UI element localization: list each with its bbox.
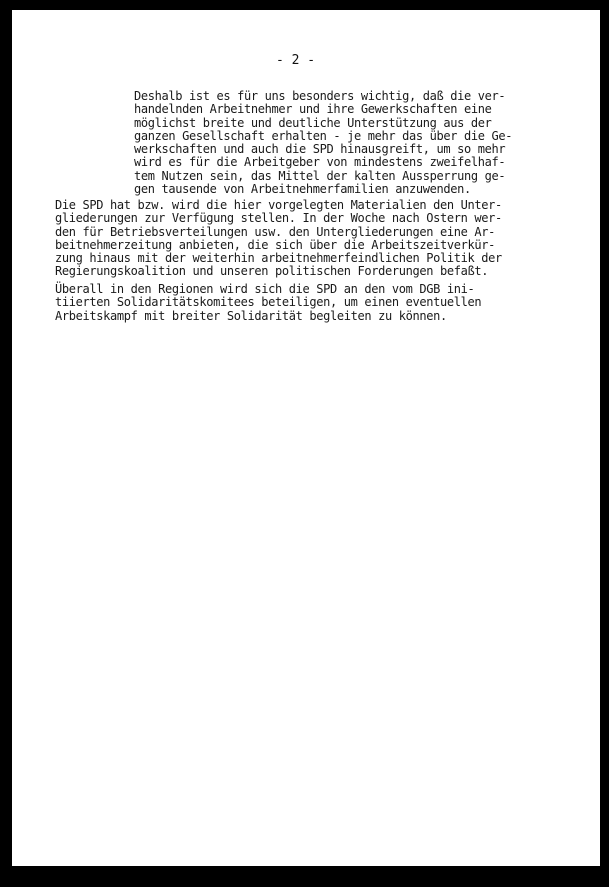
text-line: ganzen Gesellschaft erhalten - je mehr das über die Ge- — [134, 128, 513, 143]
text-line: Die SPD hat bzw. wird die hier vorgelegten Materialien den Unter- — [55, 198, 502, 212]
paragraph-materials — [55, 199, 502, 279]
text-line: beitnehmerzeitung anbieten, die sich über die Arbeitszeitverkür- — [55, 237, 495, 252]
text-line: Überall in den Regionen wird sich die SPD an den vom DGB ini- — [55, 282, 475, 296]
document-page — [12, 10, 600, 866]
paragraph-indented — [134, 90, 512, 196]
paragraph-solidarity — [55, 283, 481, 323]
text-line: werkschaften und auch die SPD hinausgreift, um so mehr — [134, 142, 506, 157]
text-line: tiierten Solidaritätskomitees beteiligen, um einen eventuellen — [55, 295, 482, 310]
text-line: gen tausende von Arbeitnehmerfamilien anzuwenden. — [134, 182, 471, 197]
text-line: Deshalb ist es für uns besonders wichtig, daß die ver- — [134, 89, 506, 103]
text-line: gliederungen zur Verfügung stellen. In der Woche nach Ostern wer- — [55, 211, 502, 226]
text-line: möglichst breite und deutliche Unterstützung aus der — [134, 115, 492, 130]
text-line: den für Betriebsverteilungen usw. den Untergliederungen eine Ar- — [55, 224, 495, 239]
text-line: tem Nutzen sein, das Mittel der kalten Aussperrung ge- — [134, 168, 506, 183]
text-line: wird es für die Arbeitgeber von mindestens zweifelhaf- — [134, 155, 506, 170]
text-line: Regierungskoalition und unseren politischen Forderungen befaßt. — [55, 264, 489, 279]
text-line: Arbeitskampf mit breiter Solidarität begleiten zu können. — [55, 308, 447, 323]
text-line: handelnden Arbeitnehmer und ihre Gewerkschaften eine — [134, 102, 492, 117]
text-line: zung hinaus mit der weiterhin arbeitnehmerfeindlichen Politik der — [55, 251, 502, 266]
page-number: - 2 - — [276, 53, 316, 68]
